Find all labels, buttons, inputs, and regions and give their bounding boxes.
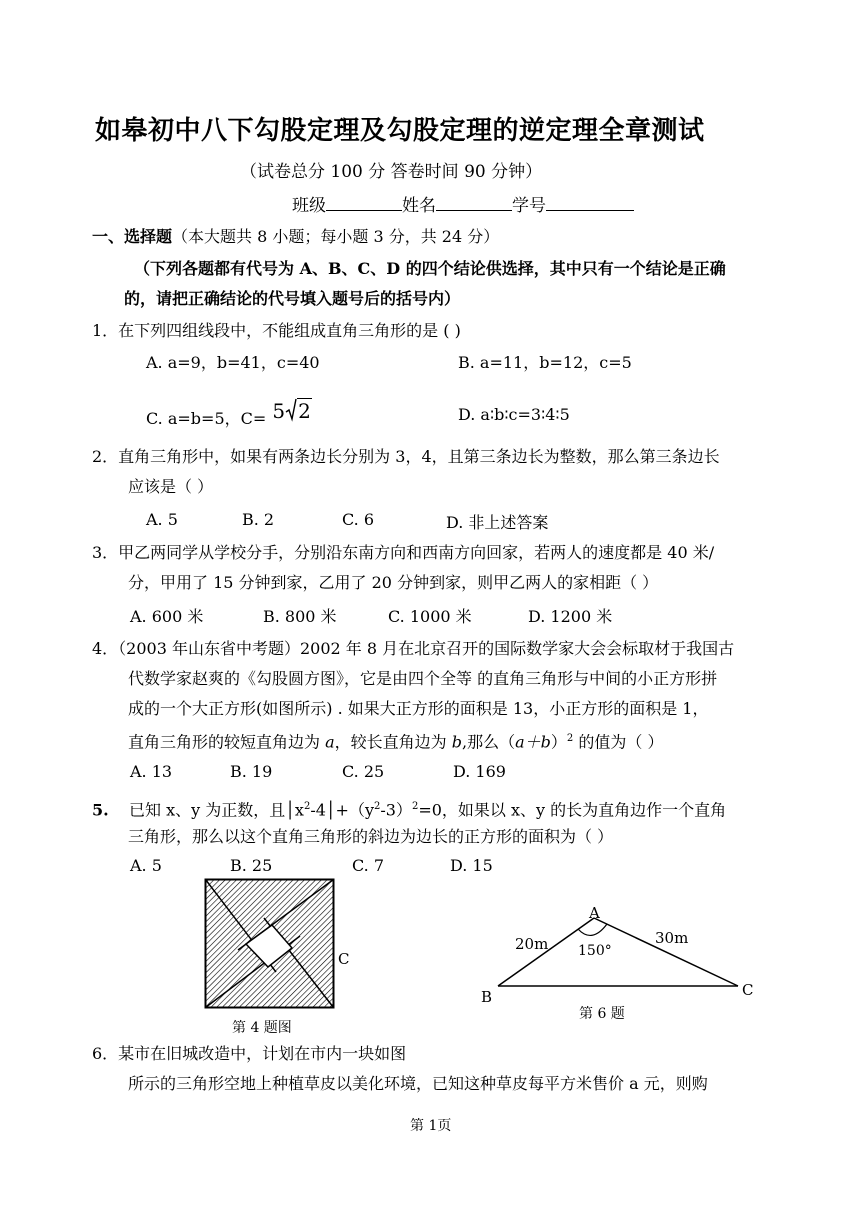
q4-line-1: 4．（2003 年山东省中考题）2002 年 8 月在北京召开的国际数学家大会会标取材于我国古 <box>92 639 735 658</box>
q2-option-a: A. 5 <box>146 510 178 529</box>
radical-coefficient: 5 <box>272 399 286 423</box>
instruction-line-2: 的，请把正确结论的代号填入题号后的括号内） <box>124 289 461 308</box>
q6-line-1: 6．某市在旧城改造中，计划在市内一块如图 <box>92 1044 407 1063</box>
q4-text-part: ,那么（ <box>461 732 516 752</box>
q6-line-2: 所示的三角形空地上种植草皮以美化环境，已知这种草皮每平方米售价 a 元，则购 <box>128 1074 708 1093</box>
section-note: （本大题共 8 小题；每小题 3 分，共 24 分） <box>172 227 500 246</box>
q5-line-2: 三角形，那么以这个直角三角形的斜边为边长的正方形的面积为（ ） <box>128 827 614 846</box>
q4-option-a: A. 13 <box>130 762 173 781</box>
id-label: 学号 <box>512 196 546 216</box>
class-label: 班级 <box>292 196 326 216</box>
q1-option-c-text: C. a=b=5，C= <box>146 409 267 428</box>
fig6-vertex-c: C <box>742 981 754 999</box>
q3-option-a: A. 600 米 <box>130 607 204 626</box>
q1-option-c <box>146 399 312 430</box>
fig6-vertex-b: B <box>481 988 493 1006</box>
q3-option-c: C. 1000 米 <box>388 607 472 626</box>
q2-option-d: D. 非上述答案 <box>446 513 549 532</box>
fig6-angle: 150° <box>578 943 612 959</box>
q5-text-part: -3） <box>380 800 412 820</box>
q5-text-part: =0，如果以 x、y 的长为直角边作一个直角 <box>418 800 727 820</box>
student-info-row <box>292 194 634 217</box>
q5-option-c: C. 7 <box>352 856 385 875</box>
q5-option-b: B. 25 <box>230 856 273 875</box>
id-blank[interactable] <box>546 194 634 211</box>
q4-option-d: D. 169 <box>453 762 506 781</box>
var-b: b <box>451 732 462 752</box>
page-number: 第 1页 <box>410 1118 452 1134</box>
radical-expression <box>272 398 311 422</box>
q5-number: 5. <box>92 800 109 820</box>
name-label: 姓名 <box>402 196 436 216</box>
page-title: 如皋初中八下勾股定理及勾股定理的逆定理全章测试 <box>95 116 705 146</box>
q4-text-part: 的值为（ ） <box>573 732 664 752</box>
fig6-caption: 第 6 题 <box>579 1006 625 1022</box>
expression-a-plus-b: a＋b <box>515 732 551 752</box>
exponent: 2 <box>411 801 419 812</box>
q2-option-c: C. 6 <box>342 510 375 529</box>
section-title: 一、选择题 <box>92 227 173 246</box>
q4-text-part: 直角三角形的较短直角边为 <box>128 732 326 752</box>
q1-option-b: B. a=11，b=12，c=5 <box>458 353 632 372</box>
exponent: 2 <box>374 801 381 812</box>
fig6-side-ac: 30m <box>655 929 689 947</box>
fig4-label-c: C <box>338 950 350 968</box>
zhao-shuang-square-figure <box>204 878 338 1012</box>
q3-line-2: 分，甲用了 15 分钟到家，乙用了 20 分钟到家，则甲乙两人的家相距（ ） <box>128 573 659 592</box>
q1-option-d: D. a∶b∶c=3∶4∶5 <box>458 405 570 424</box>
q4-text-part: ，较长直角边为 <box>334 732 452 752</box>
section-heading <box>92 226 499 248</box>
var-a: a <box>325 732 335 752</box>
exam-info: （试卷总分 100 分 答卷时间 90 分钟） <box>240 162 543 182</box>
q3-line-1: 3．甲乙两同学从学校分手，分别沿东南方向和西南方向回家，若两人的速度都是 40 米/ <box>92 543 715 562</box>
q1-stem: 1．在下列四组线段中，不能组成直角三角形的是 ( ) <box>92 321 461 340</box>
sqrt-symbol <box>285 398 297 422</box>
q4-option-b: B. 19 <box>230 762 273 781</box>
fig4-caption: 第 4 题图 <box>232 1020 292 1036</box>
q5-line-1 <box>92 796 726 821</box>
fig6-vertex-a: A <box>589 904 600 922</box>
q4-line-4 <box>128 728 663 753</box>
radicand: 2 <box>298 399 311 423</box>
q4-line-2: 代数学家赵爽的《勾股圆方图》，它是由四个全等 的直角三角形与中间的小正方形拼 <box>128 669 718 688</box>
q2-line-2: 应该是（ ） <box>128 477 214 496</box>
q5-text-part: 已知 x、y 为正数，且│x <box>129 800 304 820</box>
q5-text-part: -4│+（y <box>310 800 374 820</box>
q1-option-a: A. a=9，b=41，c=40 <box>146 353 320 372</box>
exponent: 2 <box>303 801 311 812</box>
q4-text-part: ） <box>550 732 567 752</box>
q4-option-c: C. 25 <box>342 762 385 781</box>
instruction-line-1: （下列各题都有代号为 A、B、C、D 的四个结论供选择，其中只有一个结论是正确 <box>134 259 726 278</box>
q4-line-3: 成的一个大正方形(如图所示) . 如果大正方形的面积是 13，小正方形的面积是 1， <box>128 699 709 718</box>
exponent: 2 <box>566 733 574 744</box>
q3-option-d: D. 1200 米 <box>528 607 613 626</box>
q2-line-1: 2．直角三角形中，如果有两条边长分别为 3，4，且第三条边长为整数，那么第三条边长 <box>92 447 720 466</box>
q5-option-d: D. 15 <box>450 856 493 875</box>
name-blank[interactable] <box>436 194 512 211</box>
q2-option-b: B. 2 <box>242 510 275 529</box>
q5-option-a: A. 5 <box>130 856 162 875</box>
fig6-side-ab: 20m <box>515 935 549 953</box>
class-blank[interactable] <box>326 194 402 211</box>
q3-option-b: B. 800 米 <box>263 607 337 626</box>
